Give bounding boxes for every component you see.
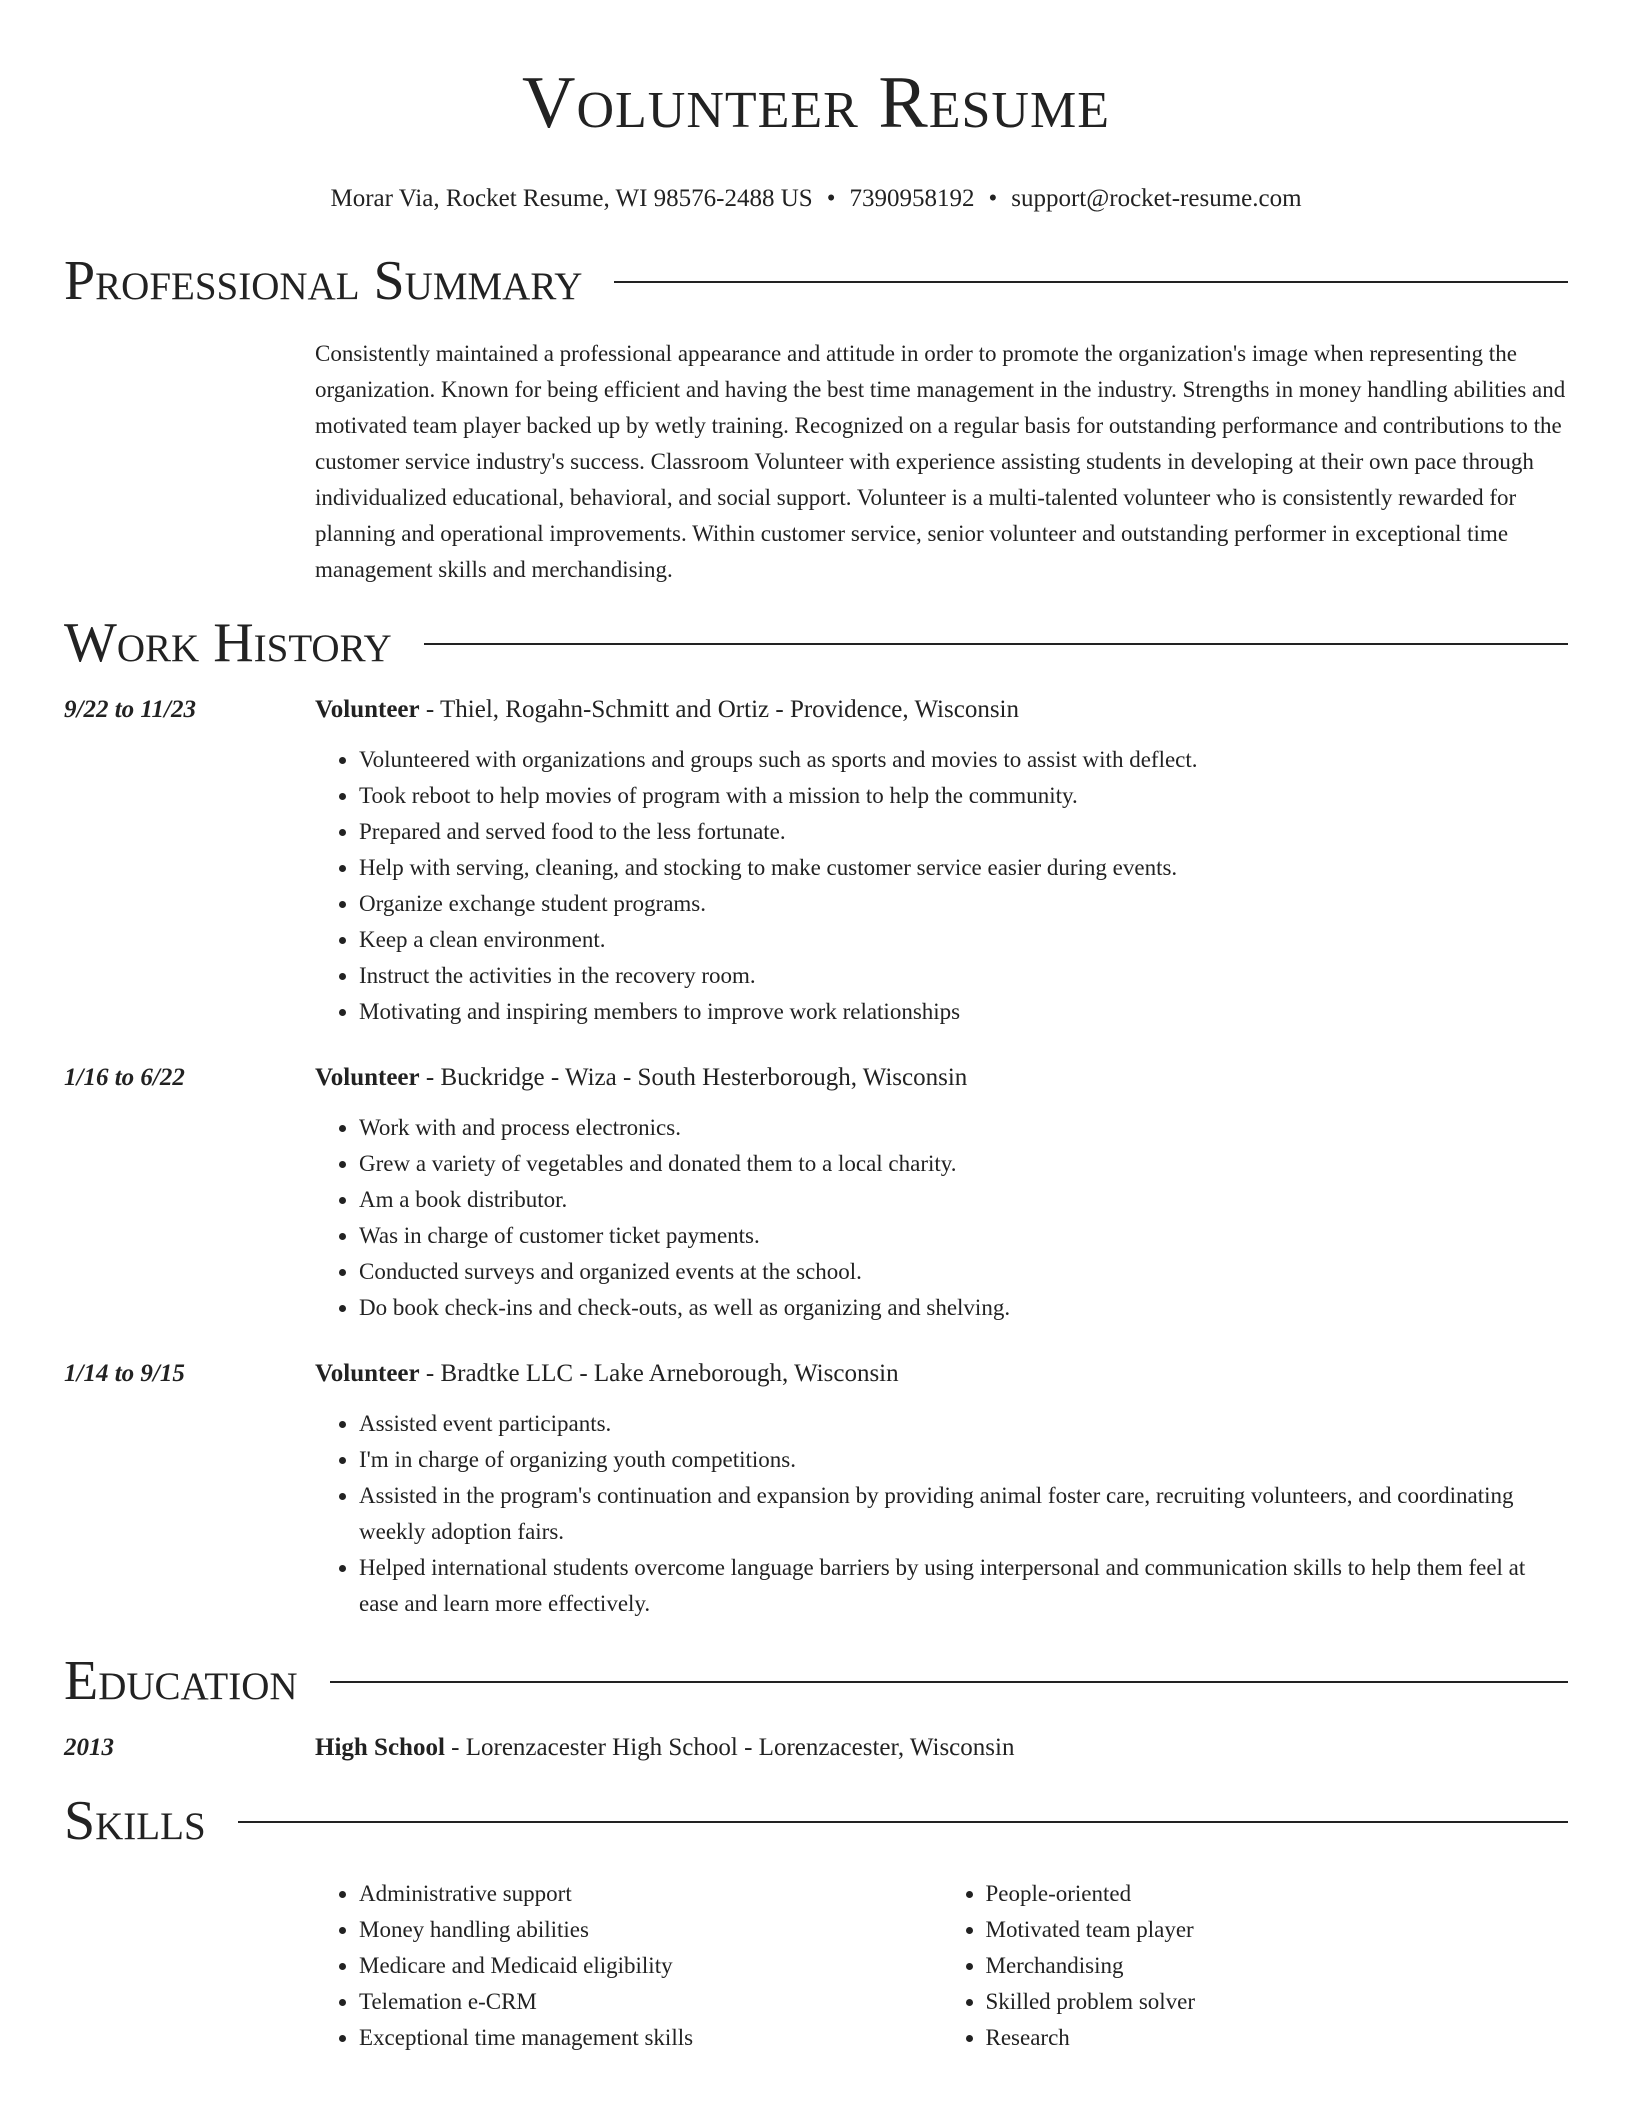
- job-bullet: • Conducted surveys and organized events at the school.: [359, 1254, 1568, 1290]
- skill-item: • Exceptional time management skills: [359, 2020, 942, 2056]
- job-bullet: • Motivating and inspiring members to improve work relationships: [359, 994, 1568, 1030]
- summary-heading: Professional Summary: [64, 250, 583, 312]
- job-bullet: • Assisted in the program's continuation and expansion by providing animal foster care, recruiting volunteers, and coordinating weekly adoption fairs.: [359, 1478, 1568, 1550]
- job-bullets: [315, 742, 1568, 1030]
- job-bullets: [315, 1110, 1568, 1326]
- section-divider: [330, 1681, 1568, 1683]
- job-bullet: • Work with and process electronics.: [359, 1110, 1568, 1146]
- job-bullet: • Am a book distributor.: [359, 1182, 1568, 1218]
- job-bullet: • Assisted event participants.: [359, 1406, 1568, 1442]
- job-content: [315, 1356, 1568, 1622]
- job-title-line: [315, 1060, 1568, 1096]
- skill-item: • Medicare and Medicaid eligibility: [359, 1948, 942, 1984]
- education-entry: [64, 1730, 1568, 1766]
- contact-separator: •: [826, 185, 836, 212]
- education-year: 2013: [64, 1734, 114, 1761]
- job-title: Volunteer: [315, 1360, 420, 1387]
- job-bullets: [315, 1406, 1568, 1622]
- job-bullet: • Do book check-ins and check-outs, as well as organizing and shelving.: [359, 1290, 1568, 1326]
- section-divider: [424, 643, 1568, 645]
- summary-section-header: [64, 248, 1568, 314]
- job-dates: 1/14 to 9/15: [64, 1360, 185, 1387]
- job-entry: [64, 1060, 1568, 1326]
- job-content: [315, 1060, 1568, 1326]
- work-history-list: [64, 692, 1568, 1622]
- job-bullet: • Took reboot to help movies of program with a mission to help the community.: [359, 778, 1568, 814]
- job-bullet: • Was in charge of customer ticket payments.: [359, 1218, 1568, 1254]
- education-details: - Lorenzacester High School - Lorenzacester, Wisconsin: [444, 1734, 1015, 1761]
- section-divider: [238, 1821, 1568, 1823]
- job-entry: [64, 692, 1568, 1030]
- contact-email: support@rocket-resume.com: [1011, 185, 1302, 212]
- job-dates: 9/22 to 11/23: [64, 696, 196, 723]
- contact-line: [64, 184, 1568, 214]
- skill-item: • Telemation e-CRM: [359, 1984, 942, 2020]
- contact-phone: 7390958192: [849, 185, 975, 212]
- job-dates: 1/16 to 6/22: [64, 1064, 185, 1091]
- job-details: - Bradtke LLC - Lake Arneborough, Wisconsin: [419, 1360, 899, 1387]
- job-details: - Buckridge - Wiza - South Hesterborough, Wisconsin: [419, 1064, 968, 1091]
- contact-separator: •: [988, 185, 998, 212]
- skill-item: • Administrative support: [359, 1876, 942, 1912]
- job-bullet: • Volunteered with organizations and groups such as sports and movies to assist with deflect.: [359, 742, 1568, 778]
- education-heading: Education: [64, 1650, 298, 1712]
- job-bullet: • Organize exchange student programs.: [359, 886, 1568, 922]
- job-bullet: • Keep a clean environment.: [359, 922, 1568, 958]
- education-degree: High School: [315, 1734, 445, 1761]
- skill-item: • Merchandising: [986, 1948, 1569, 1984]
- resume-name: Volunteer Resume: [522, 62, 1110, 144]
- education-title-line: [315, 1730, 1568, 1766]
- contact-address: Morar Via, Rocket Resume, WI 98576-2488 US: [330, 185, 813, 212]
- skills-column-left: [315, 1876, 942, 2056]
- skill-item: • People-oriented: [986, 1876, 1569, 1912]
- skills-list: [315, 1876, 1568, 2056]
- skill-item: • Motivated team player: [986, 1912, 1569, 1948]
- summary-text: Consistently maintained a professional appearance and attitude in order to promote the organization's image when representing the organization. Known for being efficient and having the best time management in the industry. Strengths in money handling abilities and motivated team player backed up by wetly training. Recognized on a regular basis for outstanding performance and contributions to the customer service industry's success. Classroom Volunteer with experience assisting students in developing at their own pace through individualized educational, behavioral, and social support. Volunteer is a multi-talented volunteer who is consistently rewarded for planning and operational improvements. Within customer service, senior volunteer and outstanding performer in exceptional time management skills and merchandising.: [315, 341, 1566, 582]
- job-title-line: [315, 692, 1568, 728]
- skill-item: • Research: [986, 2020, 1569, 2056]
- skills-section-header: [64, 1788, 1568, 1854]
- skills-column-right: [942, 1876, 1569, 2056]
- job-title-line: [315, 1356, 1568, 1392]
- job-details: - Thiel, Rogahn-Schmitt and Ortiz - Providence, Wisconsin: [419, 696, 1019, 723]
- job-bullet: • Prepared and served food to the less fortunate.: [359, 814, 1568, 850]
- job-bullet: • Instruct the activities in the recovery room.: [359, 958, 1568, 994]
- job-bullet: • Help with serving, cleaning, and stocking to make customer service easier during events.: [359, 850, 1568, 886]
- skills-heading: Skills: [64, 1790, 206, 1852]
- education-section-header: [64, 1648, 1568, 1714]
- job-bullet: • Helped international students overcome language barriers by using interpersonal and communication skills to help them feel at ease and learn more effectively.: [359, 1550, 1568, 1622]
- job-title: Volunteer: [315, 1064, 420, 1091]
- work-heading: Work History: [64, 612, 392, 674]
- job-entry: [64, 1356, 1568, 1622]
- skill-item: • Money handling abilities: [359, 1912, 942, 1948]
- job-content: [315, 692, 1568, 1030]
- skill-item: • Skilled problem solver: [986, 1984, 1569, 2020]
- job-bullet: • I'm in charge of organizing youth competitions.: [359, 1442, 1568, 1478]
- job-bullet: • Grew a variety of vegetables and donated them to a local charity.: [359, 1146, 1568, 1182]
- work-section-header: [64, 610, 1568, 676]
- job-title: Volunteer: [315, 696, 420, 723]
- section-divider: [614, 281, 1568, 283]
